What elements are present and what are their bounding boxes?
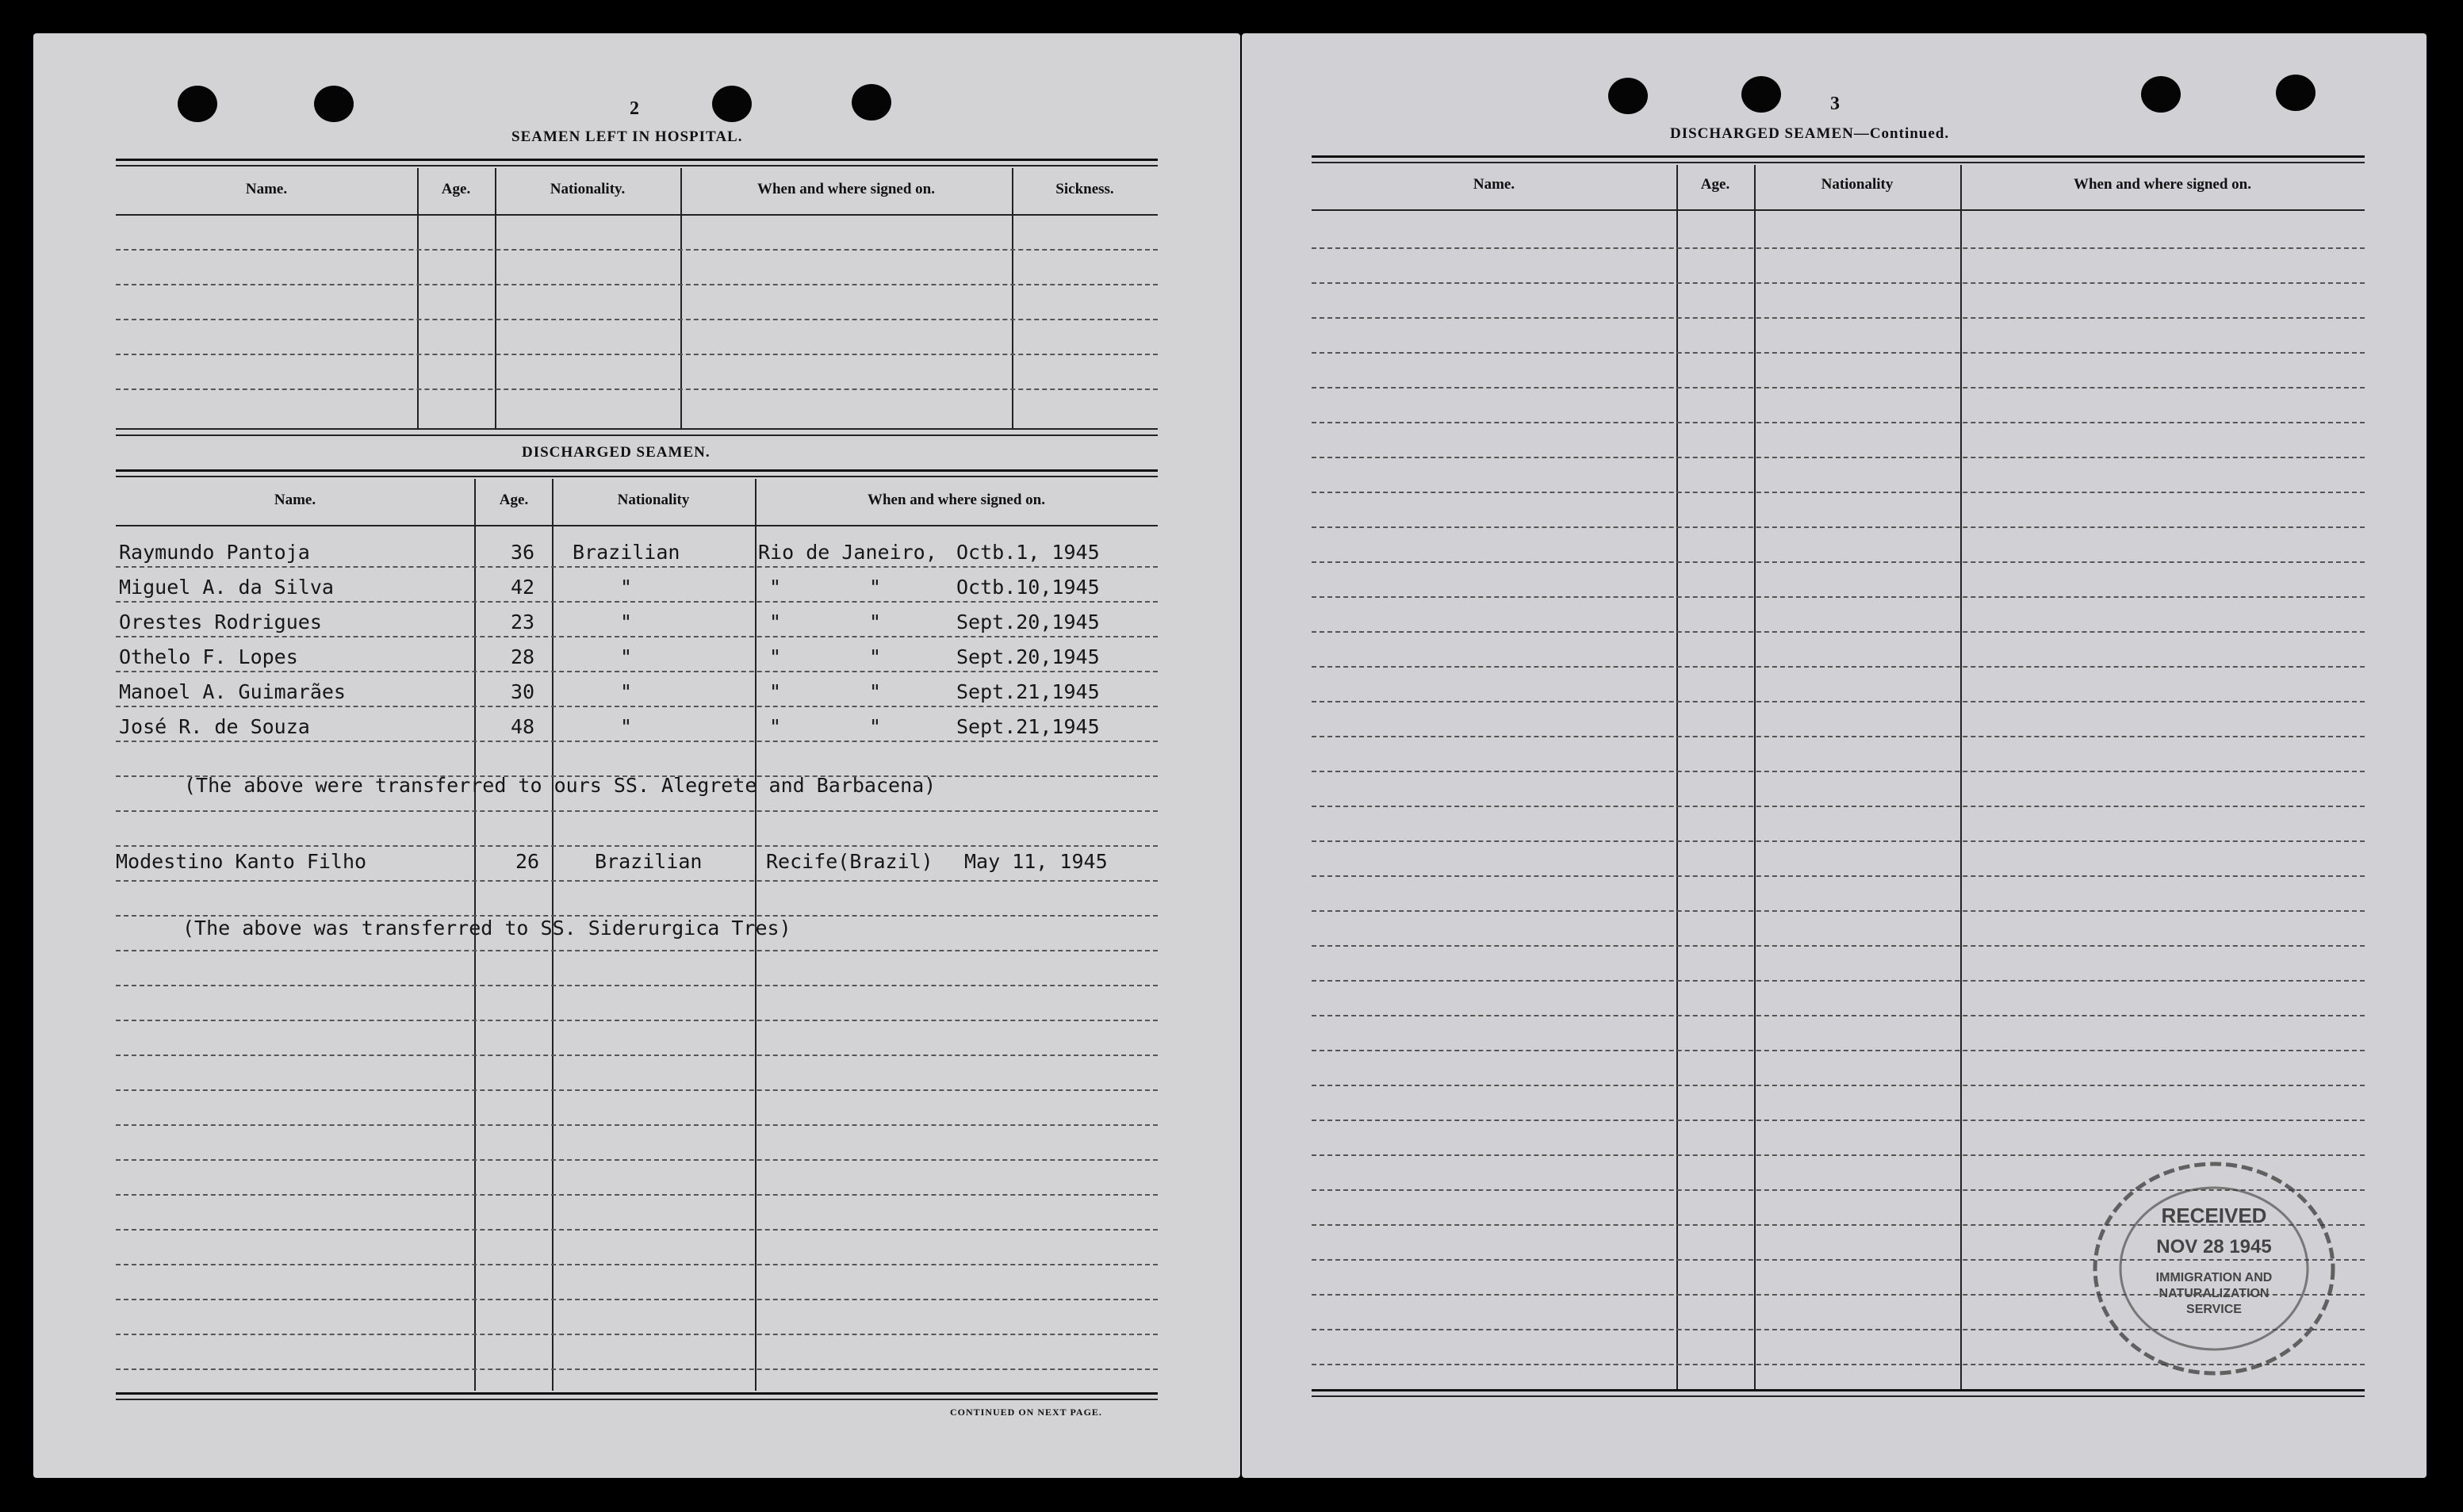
seaman-place: " (769, 645, 782, 668)
stamp-line3: SERVICE (2186, 1303, 2242, 1316)
discharged-col-signed-on: When and where signed on. (867, 492, 1045, 508)
hospital-col-signed-on: When and where signed on. (757, 181, 935, 197)
right-section-title: DISCHARGED SEAMEN—Continued. (1670, 125, 1950, 142)
rule (1312, 209, 2365, 211)
seaman-name: Miguel A. da Silva (119, 576, 334, 599)
seaman-name: Othelo F. Lopes (119, 645, 298, 668)
seaman-place-ditto: " (869, 645, 882, 668)
seaman-name: Raymundo Pantoja (119, 541, 310, 564)
stamp-line1: IMMIGRATION AND (2155, 1271, 2273, 1284)
rule (1312, 162, 2365, 163)
row-line (116, 1299, 1158, 1300)
transfer-note-1: (The above were transferred to ours SS. Alegrete and Barbacena) (184, 774, 937, 797)
discharged-col-nationality: Nationality (617, 492, 690, 508)
punch-hole (852, 84, 891, 121)
col-divider (1676, 165, 1678, 1389)
seaman-nationality: Brazilian (595, 850, 703, 873)
punch-hole (2276, 75, 2316, 111)
page-number-left: 2 (630, 98, 639, 119)
row-line (116, 249, 1158, 251)
row-line (116, 1368, 1158, 1370)
row-line (1312, 806, 2365, 807)
right-col-signed-on: When and where signed on. (2073, 176, 2251, 193)
rule (116, 214, 1158, 216)
right-col-name: Name. (1473, 176, 1515, 193)
row-line (116, 389, 1158, 390)
rule (1312, 155, 2365, 158)
row-line (1312, 526, 2365, 528)
row-line (116, 1055, 1158, 1056)
seaman-age: 26 (515, 850, 540, 873)
row-line (1312, 457, 2365, 458)
row-line (1312, 840, 2365, 842)
seaman-place: Rio de Janeiro, (758, 541, 937, 564)
punch-hole (314, 86, 354, 122)
seaman-place-ditto: " (869, 576, 882, 599)
row-line (1312, 980, 2365, 982)
row-line (116, 1229, 1158, 1231)
right-col-nationality: Nationality (1821, 176, 1894, 193)
stamp-date: NOV 28 1945 (2156, 1236, 2272, 1257)
row-line (1312, 1085, 2365, 1086)
rule (116, 476, 1158, 477)
row-line (1312, 945, 2365, 947)
seaman-name: Modestino Kanto Filho (116, 850, 367, 873)
seaman-nationality: " (620, 715, 633, 738)
row-line (116, 319, 1158, 320)
seaman-place: " (769, 715, 782, 738)
row-line (116, 1020, 1158, 1021)
row-line (1312, 317, 2365, 319)
seaman-nationality: " (620, 645, 633, 668)
seaman-date: Sept.20,1945 (956, 645, 1100, 668)
stamp-received: RECEIVED (2161, 1204, 2267, 1227)
rule (116, 428, 1158, 430)
seaman-place-ditto: " (869, 680, 882, 703)
seaman-date: Sept.20,1945 (956, 611, 1100, 634)
seaman-age: 42 (511, 576, 535, 599)
row-line (1312, 387, 2365, 389)
seaman-place: Recife(Brazil) (766, 850, 933, 873)
row-line (116, 845, 1158, 847)
row-line (116, 985, 1158, 986)
row-line (1312, 666, 2365, 668)
discharged-col-name: Name. (274, 492, 316, 508)
row-line (1312, 596, 2365, 598)
col-divider (1754, 165, 1756, 1389)
row-line (1312, 352, 2365, 354)
row-line (116, 1089, 1158, 1091)
seaman-place-ditto: " (869, 611, 882, 634)
seaman-place: " (769, 680, 782, 703)
rule (116, 165, 1158, 167)
row-line (1312, 1120, 2365, 1121)
seaman-name: José R. de Souza (119, 715, 310, 738)
row-line (1312, 910, 2365, 912)
rule (116, 159, 1158, 161)
row-line (116, 1334, 1158, 1335)
row-line (1312, 1154, 2365, 1156)
transfer-note-2: (The above was transferred to SS. Siderurgica Tres) (182, 917, 791, 940)
seaman-age: 48 (511, 715, 535, 738)
seaman-age: 23 (511, 611, 535, 634)
row-line (1312, 1015, 2365, 1016)
row-line (116, 706, 1158, 707)
received-stamp (2087, 1158, 2341, 1380)
rule (1312, 1395, 2365, 1397)
seaman-date: Octb.10,1945 (956, 576, 1100, 599)
row-line (116, 284, 1158, 285)
seaman-nationality: " (620, 576, 633, 599)
seaman-place-ditto: " (869, 715, 882, 738)
rule (116, 469, 1158, 472)
stamp-line2: NATURALIZATION (2158, 1287, 2270, 1300)
punch-hole (712, 86, 752, 122)
hospital-col-sickness: Sickness. (1055, 181, 1114, 197)
seaman-date: Sept.21,1945 (956, 715, 1100, 738)
col-divider (1960, 165, 1962, 1389)
discharged-col-age: Age. (499, 492, 529, 508)
rule (116, 1392, 1158, 1395)
page-number-right: 3 (1830, 94, 1840, 114)
row-line (1312, 631, 2365, 633)
row-line (116, 671, 1158, 672)
row-line (1312, 247, 2365, 249)
row-line (1312, 492, 2365, 493)
row-line (116, 1194, 1158, 1196)
row-line (1312, 561, 2365, 563)
continued-footer: CONTINUED ON NEXT PAGE. (950, 1407, 1102, 1418)
rule (1312, 1389, 2365, 1391)
row-line (116, 880, 1158, 882)
seaman-name: Manoel A. Guimarães (119, 680, 346, 703)
row-line (116, 1124, 1158, 1126)
row-line (116, 601, 1158, 603)
seaman-nationality: " (620, 680, 633, 703)
seaman-age: 28 (511, 645, 535, 668)
punch-hole (2141, 76, 2181, 113)
right-col-age: Age. (1700, 176, 1730, 193)
seaman-name: Orestes Rodrigues (119, 611, 322, 634)
row-line (1312, 771, 2365, 772)
row-line (116, 566, 1158, 568)
hospital-col-age: Age. (441, 181, 471, 197)
row-line (116, 636, 1158, 637)
row-line (1312, 422, 2365, 423)
row-line (1312, 875, 2365, 877)
hospital-section-title: SEAMEN LEFT IN HOSPITAL. (511, 128, 743, 145)
punch-hole (1608, 78, 1648, 114)
seaman-age: 30 (511, 680, 535, 703)
punch-hole (1741, 76, 1781, 113)
seaman-date: May 11, 1945 (964, 850, 1108, 873)
row-line (1312, 282, 2365, 284)
rule (116, 434, 1158, 436)
punch-hole (178, 86, 217, 122)
row-line (1312, 701, 2365, 702)
seaman-place: " (769, 611, 782, 634)
seaman-age: 36 (511, 541, 535, 564)
seaman-place: " (769, 576, 782, 599)
row-line (1312, 736, 2365, 737)
row-line (116, 741, 1158, 742)
seaman-nationality: " (620, 611, 633, 634)
row-line (116, 1264, 1158, 1265)
hospital-col-nationality: Nationality. (550, 181, 626, 197)
row-line (116, 1159, 1158, 1161)
row-line (116, 810, 1158, 812)
seaman-nationality: Brazilian (573, 541, 680, 564)
rule (116, 1399, 1158, 1400)
rule (116, 525, 1158, 526)
seaman-date: Sept.21,1945 (956, 680, 1100, 703)
hospital-col-name: Name. (245, 181, 288, 197)
row-line (1312, 1050, 2365, 1051)
seaman-date: Octb.1, 1945 (956, 541, 1100, 564)
row-line (116, 354, 1158, 355)
discharged-section-title: DISCHARGED SEAMEN. (522, 444, 711, 461)
row-line (116, 950, 1158, 951)
